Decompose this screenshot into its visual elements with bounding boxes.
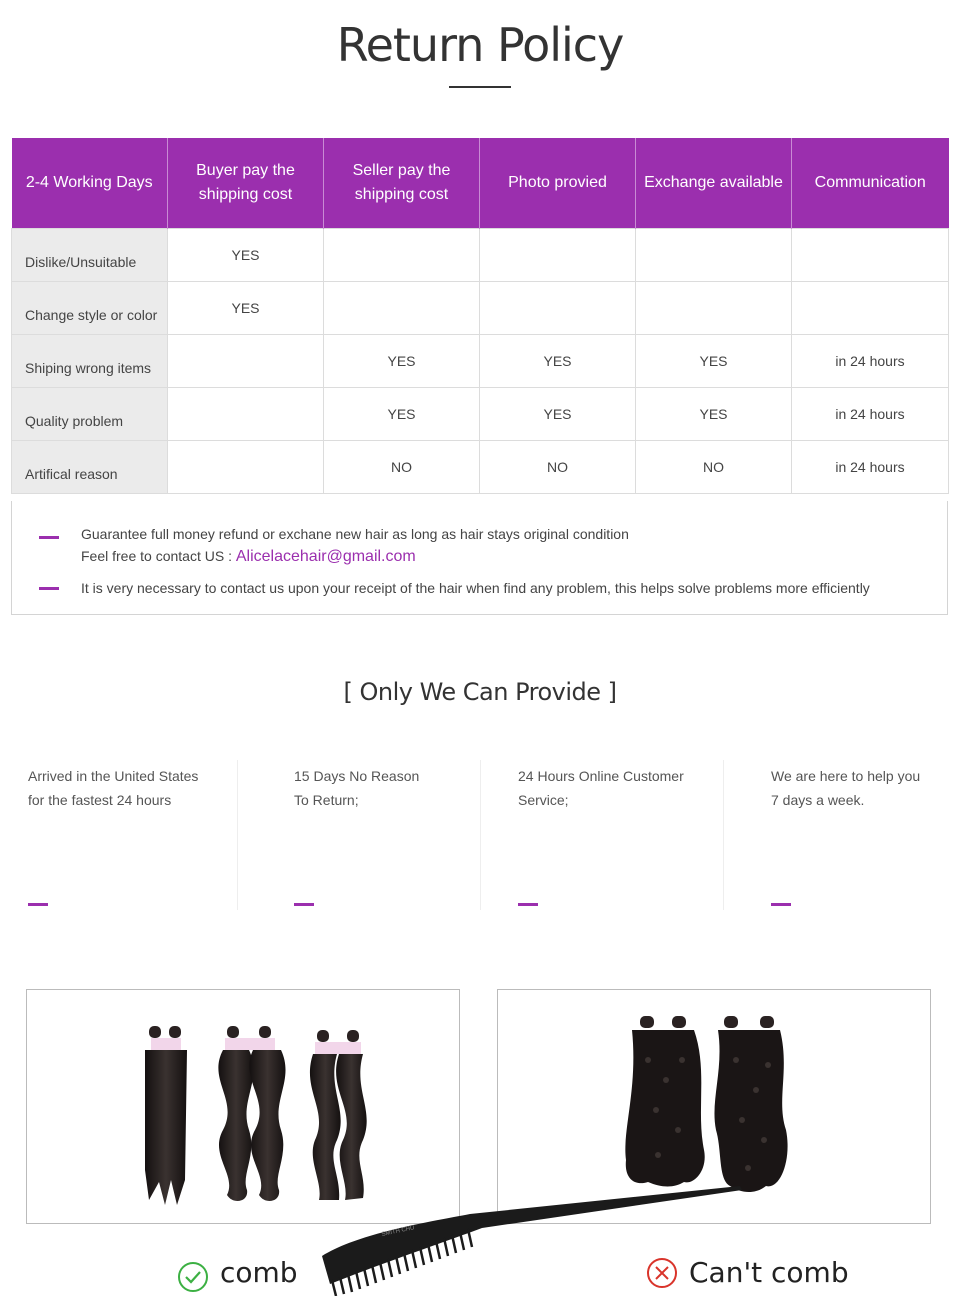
feature-line: Service; — [518, 792, 569, 808]
table-cell: NO — [636, 440, 792, 493]
table-cell: YES — [636, 387, 792, 440]
table-cell: YES — [324, 334, 480, 387]
table-cell — [480, 228, 636, 281]
table-row — [12, 440, 949, 493]
feature-line: Arrived in the United States — [28, 768, 199, 784]
note-contact — [81, 548, 416, 566]
feature-fast-delivery — [28, 764, 198, 812]
x-circle-icon — [646, 1257, 678, 1289]
feature-line: 24 Hours Online Customer — [518, 768, 684, 784]
table-cell: in 24 hours — [792, 334, 949, 387]
feature-line: 7 days a week. — [771, 792, 865, 808]
feature-divider — [237, 760, 238, 910]
table-cell: in 24 hours — [792, 387, 949, 440]
table-row — [12, 387, 949, 440]
provide-section-title: [ Only We Can Provide ] — [343, 678, 617, 706]
not-combable-label: Can't comb — [689, 1256, 849, 1289]
table-cell: NO — [480, 440, 636, 493]
policy-notes — [11, 501, 948, 615]
row-label: Dislike/Unsuitable — [12, 228, 168, 281]
table-cell: YES — [324, 387, 480, 440]
table-cell: YES — [480, 387, 636, 440]
table-cell: YES — [480, 334, 636, 387]
comb-image — [320, 1184, 750, 1296]
feature-divider — [723, 760, 724, 910]
table-cell — [168, 334, 324, 387]
feature-line: 15 Days No Reason — [294, 768, 420, 784]
table-row — [12, 334, 949, 387]
feature-dash — [294, 903, 314, 906]
note-contact-label: Feel free to contact US : — [81, 548, 232, 564]
feature-divider — [480, 760, 481, 910]
header-communication: Communication — [792, 138, 949, 228]
row-label: Shiping wrong items — [12, 334, 168, 387]
feature-customer-service — [518, 764, 684, 812]
table-cell — [168, 440, 324, 493]
feature-dash — [28, 903, 48, 906]
note-contact-advice: It is very necessary to contact us upon your receipt of the hair when find any problem, this helps solve problems more efficiently — [81, 580, 870, 596]
row-label: Change style or color — [12, 281, 168, 334]
return-policy-table — [11, 138, 949, 494]
header-photo-provided: Photo provied — [480, 138, 636, 228]
table-cell: YES — [168, 281, 324, 334]
note-bullet — [39, 536, 59, 539]
feature-dash — [771, 903, 791, 906]
row-label: Quality problem — [12, 387, 168, 440]
contact-email-link[interactable]: Alicelacehair@gmail.com — [235, 548, 416, 565]
table-cell — [324, 281, 480, 334]
table-cell — [480, 281, 636, 334]
table-cell: YES — [168, 228, 324, 281]
feature-dash — [518, 903, 538, 906]
table-cell — [636, 228, 792, 281]
feature-help-week — [771, 764, 920, 812]
check-circle-icon — [177, 1261, 209, 1293]
header-exchange-available: Exchange available — [636, 138, 792, 228]
comb-brand-text: SMITH CHU — [381, 1225, 416, 1238]
feature-line: for the fastest 24 hours — [28, 792, 172, 808]
table-cell: in 24 hours — [792, 440, 949, 493]
page-title: Return Policy — [336, 18, 624, 72]
table-header-row — [12, 138, 949, 228]
table-cell — [168, 387, 324, 440]
note-bullet — [39, 587, 59, 590]
header-buyer-pay: Buyer pay the shipping cost — [168, 138, 324, 228]
note-refund: Guarantee full money refund or exchane new hair as long as hair stays original condition — [81, 526, 629, 542]
table-row — [12, 228, 949, 281]
feature-line: To Return; — [294, 792, 359, 808]
header-working-days: 2-4 Working Days — [12, 138, 168, 228]
table-cell: NO — [324, 440, 480, 493]
row-label: Artifical reason — [12, 440, 168, 493]
feature-return-policy — [294, 764, 419, 812]
table-cell: YES — [636, 334, 792, 387]
feature-line: We are here to help you — [771, 768, 921, 784]
table-cell — [324, 228, 480, 281]
table-row — [12, 281, 949, 334]
title-underline — [449, 86, 511, 88]
table-cell — [636, 281, 792, 334]
table-cell — [792, 281, 949, 334]
table-cell — [792, 228, 949, 281]
combable-label: comb — [220, 1256, 298, 1289]
header-seller-pay: Seller pay the shipping cost — [324, 138, 480, 228]
